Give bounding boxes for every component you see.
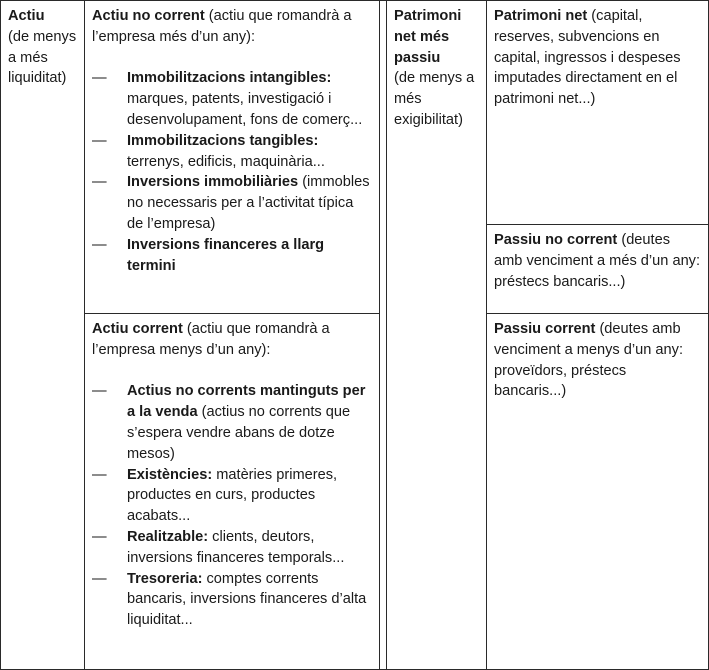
list-item-desc: (immobles no necessaris per a l’activitat típica de l’empresa) xyxy=(127,174,370,232)
list-item-desc: comptes corrents bancaris, inversions financeres d’alta liquiditat... xyxy=(127,570,367,629)
actiu-corrent-cell xyxy=(85,314,380,636)
actiu-corrent-list xyxy=(92,381,373,631)
list-item xyxy=(92,569,373,631)
actiu-corrent-heading: Actiu corrent xyxy=(92,321,183,337)
passiu-description: (de menys a més exigibilitat) xyxy=(394,70,475,128)
list-item xyxy=(92,465,373,527)
list-item-desc: terrenys, edificis, maquinària... xyxy=(127,153,325,170)
spacer xyxy=(92,48,373,69)
list-item-term: Immobilitzacions tangibles: xyxy=(127,132,319,149)
list-item xyxy=(92,172,373,234)
list-item-term: Inversions financeres a llarg termini xyxy=(127,236,325,274)
actiu-corrent-intro xyxy=(92,319,373,361)
list-item xyxy=(92,381,373,464)
list-item-term: Tresoreria: xyxy=(127,570,203,587)
list-item-term: Inversions immobiliàries xyxy=(127,174,299,191)
list-item xyxy=(92,235,373,277)
actiu-no-corrent-list xyxy=(92,68,373,276)
actiu-description: (de menys a més liquiditat) xyxy=(8,28,77,87)
list-item xyxy=(92,527,373,569)
list-item-desc: matèries primeres, productes en curs, productes acabats... xyxy=(127,466,338,525)
passiu-corrent-heading: Passiu corrent xyxy=(494,321,596,337)
list-item-term: Actius no corrents mantinguts per a la venda xyxy=(127,383,366,421)
passiu-corrent-cell xyxy=(487,314,709,407)
patrimoni-net-heading: Patrimoni net xyxy=(494,8,588,24)
spacer xyxy=(92,361,373,382)
passiu-no-corrent-cell xyxy=(487,225,709,297)
list-item-term: Existències: xyxy=(127,466,213,483)
list-item-term: Realitzable: xyxy=(127,528,209,545)
patrimoni-net-desc: (capital, reserves, subvencions en capital, ingressos i despeses imputades directament en el patrimoni net...) xyxy=(494,8,681,108)
list-item-desc: (actius no corrents que s’espera vendre abans de dotze mesos) xyxy=(127,404,351,462)
actiu-corrent-heading-desc: (actiu que romandrà a l’empresa menys d’un any): xyxy=(92,321,330,358)
list-item xyxy=(92,131,373,173)
actiu-no-corrent-intro xyxy=(92,6,373,48)
passiu-no-corrent-heading: Passiu no corrent xyxy=(494,232,618,248)
list-item xyxy=(92,68,373,130)
actiu-label-cell xyxy=(1,1,84,94)
passiu-label-cell xyxy=(387,1,486,136)
actiu-no-corrent-heading: Actiu no corrent xyxy=(92,8,205,24)
passiu-corrent-desc: (deutes amb venciment a menys d’un any: proveïdors, préstecs bancaris...) xyxy=(494,321,684,400)
list-item-desc: marques, patents, investigació i desenvolupament, fons de comerç... xyxy=(127,91,363,128)
passiu-no-corrent-desc: (deutes amb venciment a més d’un any: préstecs bancaris...) xyxy=(494,232,701,290)
passiu-title: Patrimoni net més passiu xyxy=(394,8,462,66)
list-item-term: Immobilitzacions intangibles: xyxy=(127,70,332,87)
actiu-title: Actiu xyxy=(8,8,45,24)
patrimoni-net-cell xyxy=(487,1,709,115)
actiu-no-corrent-heading-desc: (actiu que romandrà a l’empresa més d’un any): xyxy=(92,8,352,45)
list-item-desc: clients, deutors, inversions financeres temporals... xyxy=(127,528,345,566)
actiu-no-corrent-cell xyxy=(85,1,380,281)
